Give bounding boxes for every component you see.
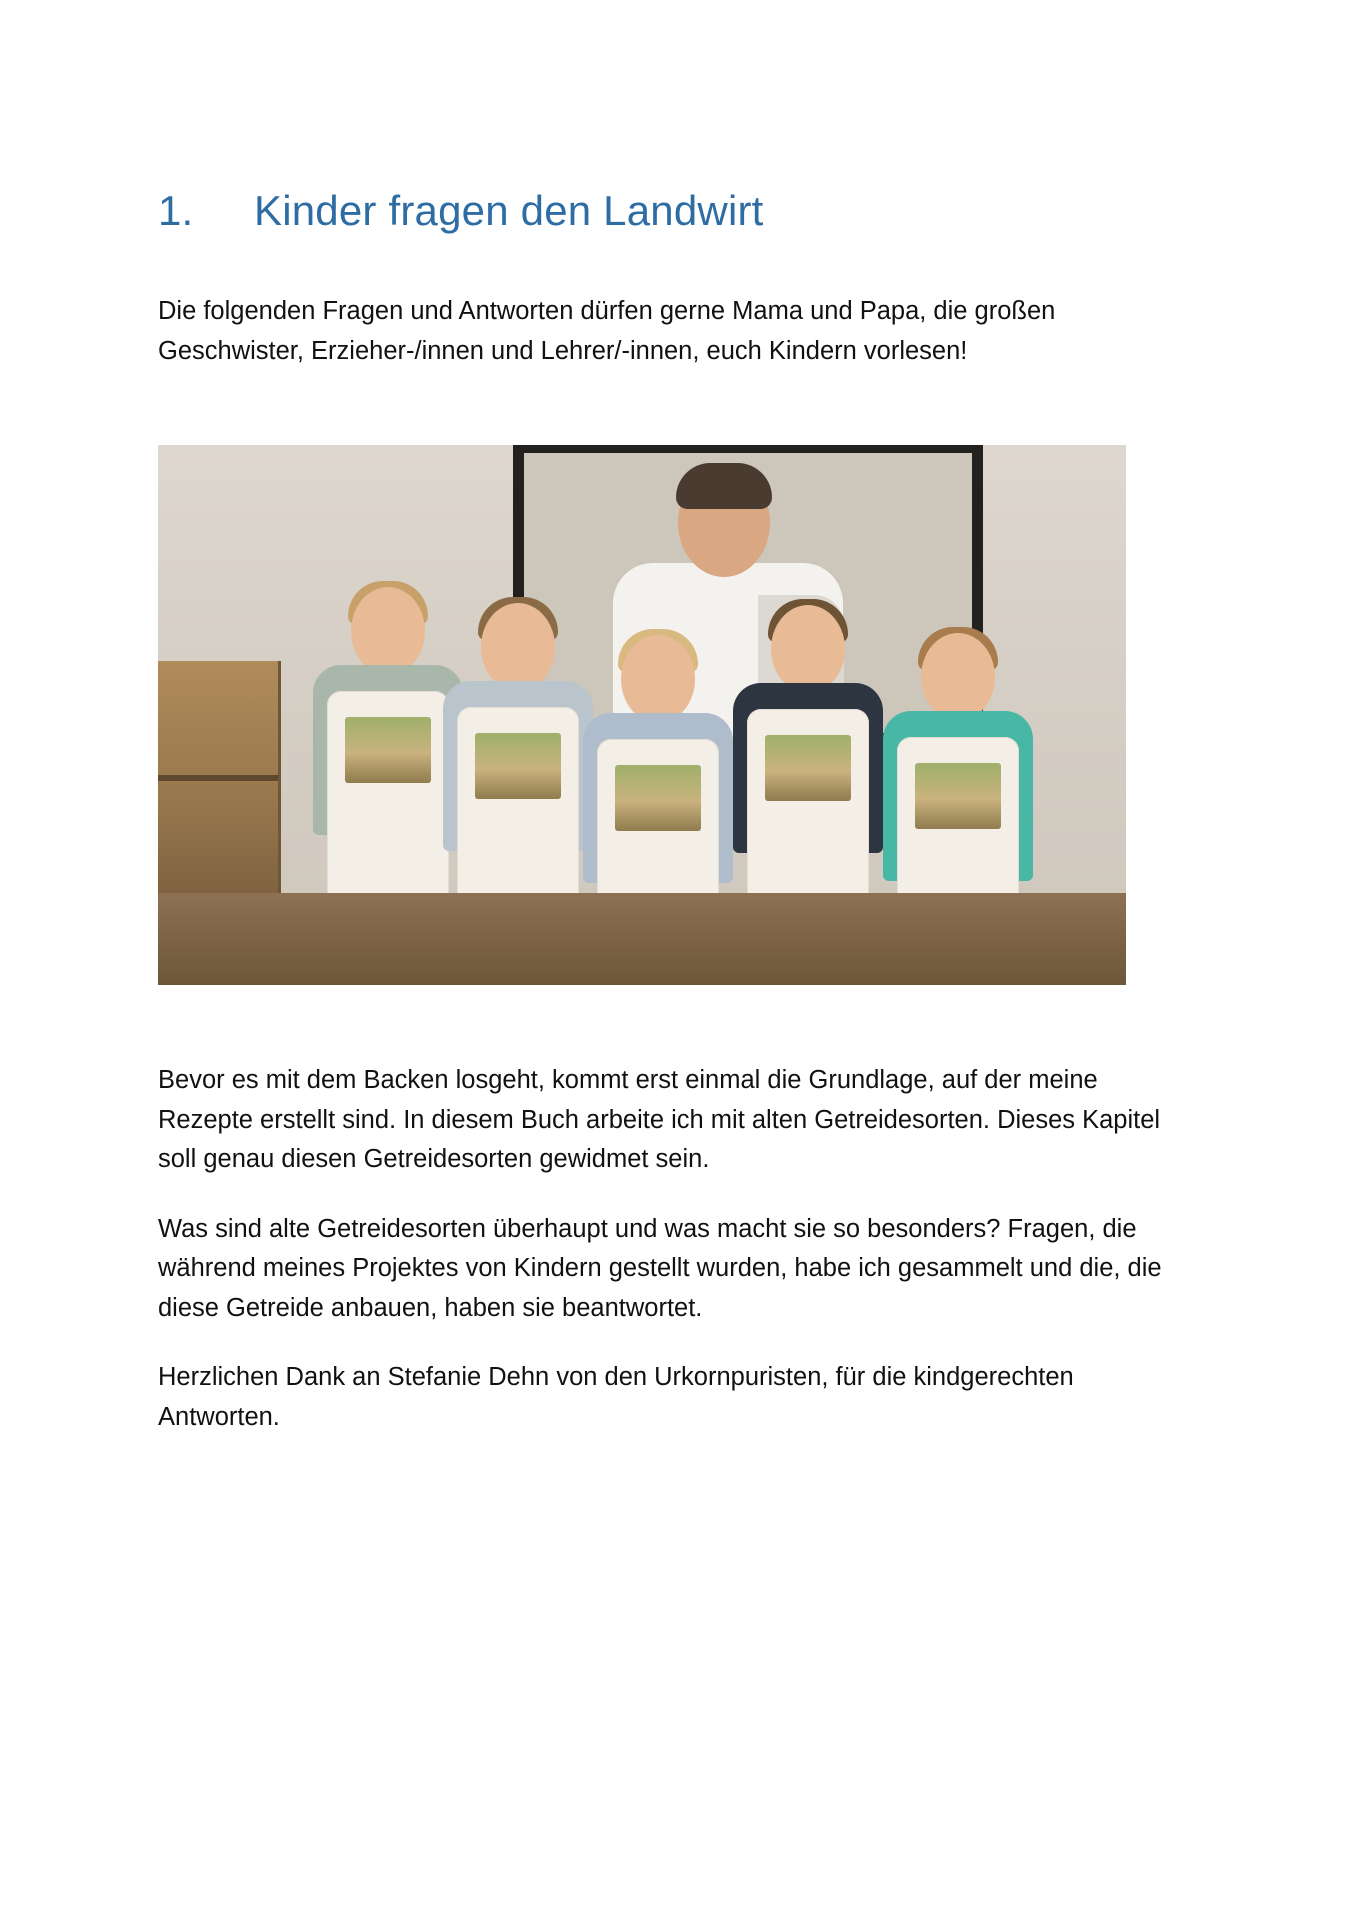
photo-child-1-head <box>351 587 425 675</box>
page-title <box>158 188 1198 234</box>
page-content <box>158 0 1198 1437</box>
body-paragraph-1: Bevor es mit dem Backen losgeht, kommt erst einmal die Grundlage, auf der meine Rezepte erstellt sind. In diesem Buch arbeite ich mit alten Getreidesorten. Dieses Kapitel soll genau diesen Getreidesorten gewidmet sein. <box>158 1066 1161 1174</box>
photo-bench <box>158 893 1126 985</box>
photo-farmer-hair <box>676 463 772 509</box>
body-text-block <box>158 1061 1198 1437</box>
photo-child-1-apron <box>327 691 449 921</box>
photo-illustration <box>158 445 1126 985</box>
photo-wood-cabinet <box>158 661 281 901</box>
body-paragraph-2: Was sind alte Getreidesorten überhaupt und was macht sie so besonders? Fragen, die während meines Projektes von Kindern gestellt wurden, habe ich gesammelt und die, die diese Getreide anbauen, haben sie beantwortet. <box>158 1214 1162 1322</box>
photo-children-with-farmer <box>158 445 1126 985</box>
photo-child-2-head <box>481 603 555 691</box>
heading-number: 1. <box>158 187 194 234</box>
heading-text: Kinder fragen den Landwirt <box>254 187 764 234</box>
body-paragraph-3: Herzlichen Dank an Stefanie Dehn von den Urkornpuristen, für die kindgerechten Antworten. <box>158 1363 1074 1431</box>
photo-child-3-head <box>621 635 695 723</box>
intro-paragraph: Die folgenden Fragen und Antworten dürfen gerne Mama und Papa, die großen Geschwister, Erzieher-/innen und Lehrer/-innen, euch Kindern vorlesen! <box>158 297 1056 365</box>
photo-child-5-head <box>921 633 995 721</box>
photo-child-4-head <box>771 605 845 693</box>
photo-cabinet-edge <box>158 775 278 781</box>
